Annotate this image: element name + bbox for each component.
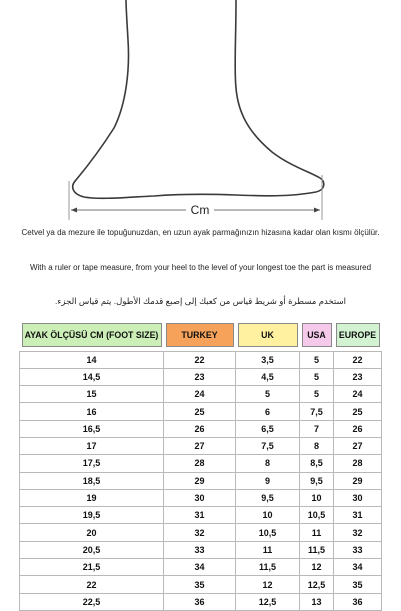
table-body — [20, 351, 382, 610]
table-header-row — [20, 320, 382, 351]
table-row — [20, 593, 382, 610]
turkey-cell: 26 — [164, 420, 236, 437]
header-uk-label: UK — [238, 323, 298, 347]
uk-cell: 12 — [236, 576, 300, 593]
table-row — [20, 455, 382, 472]
uk-cell: 3,5 — [236, 351, 300, 368]
table-row — [20, 559, 382, 576]
turkey-cell: 22 — [164, 351, 236, 368]
europe-cell: 33 — [334, 541, 382, 558]
turkey-cell: 33 — [164, 541, 236, 558]
foot-size-cell: 19,5 — [20, 507, 164, 524]
usa-cell: 7,5 — [300, 403, 334, 420]
header-turkey-label: TURKEY — [166, 323, 234, 347]
europe-cell: 36 — [334, 593, 382, 610]
table-row — [20, 351, 382, 368]
table-row — [20, 368, 382, 385]
europe-cell: 28 — [334, 455, 382, 472]
usa-cell: 10 — [300, 489, 334, 506]
turkey-cell: 31 — [164, 507, 236, 524]
uk-cell: 6,5 — [236, 420, 300, 437]
foot-size-cell: 16,5 — [20, 420, 164, 437]
europe-cell: 34 — [334, 559, 382, 576]
uk-cell: 9,5 — [236, 489, 300, 506]
instruction-arabic: استخدم مسطرة أو شريط قياس من كعبك إلى إصبع قدمك الأطول. يتم قياس الجزء. — [55, 296, 346, 306]
header-foot-size-label: AYAK ÖLÇÜSÜ CM (FOOT SIZE) — [22, 323, 162, 347]
table-row — [20, 437, 382, 454]
measure-arrow-right-icon — [314, 208, 320, 213]
uk-cell: 10 — [236, 507, 300, 524]
table-row — [20, 507, 382, 524]
turkey-cell: 34 — [164, 559, 236, 576]
usa-cell: 8,5 — [300, 455, 334, 472]
europe-cell: 35 — [334, 576, 382, 593]
foot-size-cell: 22 — [20, 576, 164, 593]
header-usa — [300, 320, 334, 351]
foot-size-cell: 15 — [20, 386, 164, 403]
europe-cell: 30 — [334, 489, 382, 506]
foot-size-cell: 22,5 — [20, 593, 164, 610]
usa-cell: 13 — [300, 593, 334, 610]
uk-cell: 12,5 — [236, 593, 300, 610]
uk-cell: 4,5 — [236, 368, 300, 385]
usa-cell: 8 — [300, 437, 334, 454]
europe-cell: 29 — [334, 472, 382, 489]
turkey-cell: 24 — [164, 386, 236, 403]
size-conversion-table — [19, 320, 382, 611]
table-row — [20, 420, 382, 437]
uk-cell: 10,5 — [236, 524, 300, 541]
turkey-cell: 27 — [164, 437, 236, 454]
header-europe-label: EUROPE — [336, 323, 380, 347]
usa-cell: 12 — [300, 559, 334, 576]
foot-size-cell: 20 — [20, 524, 164, 541]
usa-cell: 5 — [300, 386, 334, 403]
table-row — [20, 541, 382, 558]
header-turkey — [164, 320, 236, 351]
foot-measure-illustration — [0, 0, 401, 230]
foot-size-cell: 14 — [20, 351, 164, 368]
measure-arrow-left-icon — [71, 208, 77, 213]
foot-size-cell: 20,5 — [20, 541, 164, 558]
table-row — [20, 472, 382, 489]
turkey-cell: 32 — [164, 524, 236, 541]
foot-size-cell: 16 — [20, 403, 164, 420]
usa-cell: 11,5 — [300, 541, 334, 558]
header-uk — [236, 320, 300, 351]
usa-cell: 9,5 — [300, 472, 334, 489]
table-row — [20, 524, 382, 541]
europe-cell: 23 — [334, 368, 382, 385]
usa-cell: 5 — [300, 368, 334, 385]
turkey-cell: 35 — [164, 576, 236, 593]
europe-cell: 31 — [334, 507, 382, 524]
uk-cell: 11,5 — [236, 559, 300, 576]
uk-cell: 5 — [236, 386, 300, 403]
measure-label: Cm — [190, 203, 210, 217]
header-foot-size — [20, 320, 164, 351]
foot-outline — [73, 0, 324, 198]
uk-cell: 7,5 — [236, 437, 300, 454]
usa-cell: 10,5 — [300, 507, 334, 524]
uk-cell: 9 — [236, 472, 300, 489]
turkey-cell: 25 — [164, 403, 236, 420]
foot-size-cell: 18,5 — [20, 472, 164, 489]
europe-cell: 27 — [334, 437, 382, 454]
usa-cell: 7 — [300, 420, 334, 437]
turkey-cell: 30 — [164, 489, 236, 506]
usa-cell: 12,5 — [300, 576, 334, 593]
turkey-cell: 28 — [164, 455, 236, 472]
turkey-cell: 29 — [164, 472, 236, 489]
table-row — [20, 403, 382, 420]
turkey-cell: 36 — [164, 593, 236, 610]
foot-size-cell: 14,5 — [20, 368, 164, 385]
instruction-turkish: Cetvel ya da mezure ile topuğunuzdan, en uzun ayak parmağınızın hizasına kadar olan kısmı ölçülür. — [21, 228, 380, 237]
europe-cell: 22 — [334, 351, 382, 368]
foot-size-cell: 17,5 — [20, 455, 164, 472]
header-usa-label: USA — [302, 323, 332, 347]
turkey-cell: 23 — [164, 368, 236, 385]
europe-cell: 24 — [334, 386, 382, 403]
europe-cell: 25 — [334, 403, 382, 420]
table-row — [20, 386, 382, 403]
europe-cell: 26 — [334, 420, 382, 437]
header-europe — [334, 320, 382, 351]
instruction-english: With a ruler or tape measure, from your heel to the level of your longest toe the part is measured — [29, 263, 372, 272]
uk-cell: 11 — [236, 541, 300, 558]
foot-size-cell: 17 — [20, 437, 164, 454]
foot-size-cell: 19 — [20, 489, 164, 506]
usa-cell: 11 — [300, 524, 334, 541]
table-row — [20, 489, 382, 506]
table-row — [20, 576, 382, 593]
uk-cell: 8 — [236, 455, 300, 472]
usa-cell: 5 — [300, 351, 334, 368]
europe-cell: 32 — [334, 524, 382, 541]
uk-cell: 6 — [236, 403, 300, 420]
foot-size-cell: 21,5 — [20, 559, 164, 576]
